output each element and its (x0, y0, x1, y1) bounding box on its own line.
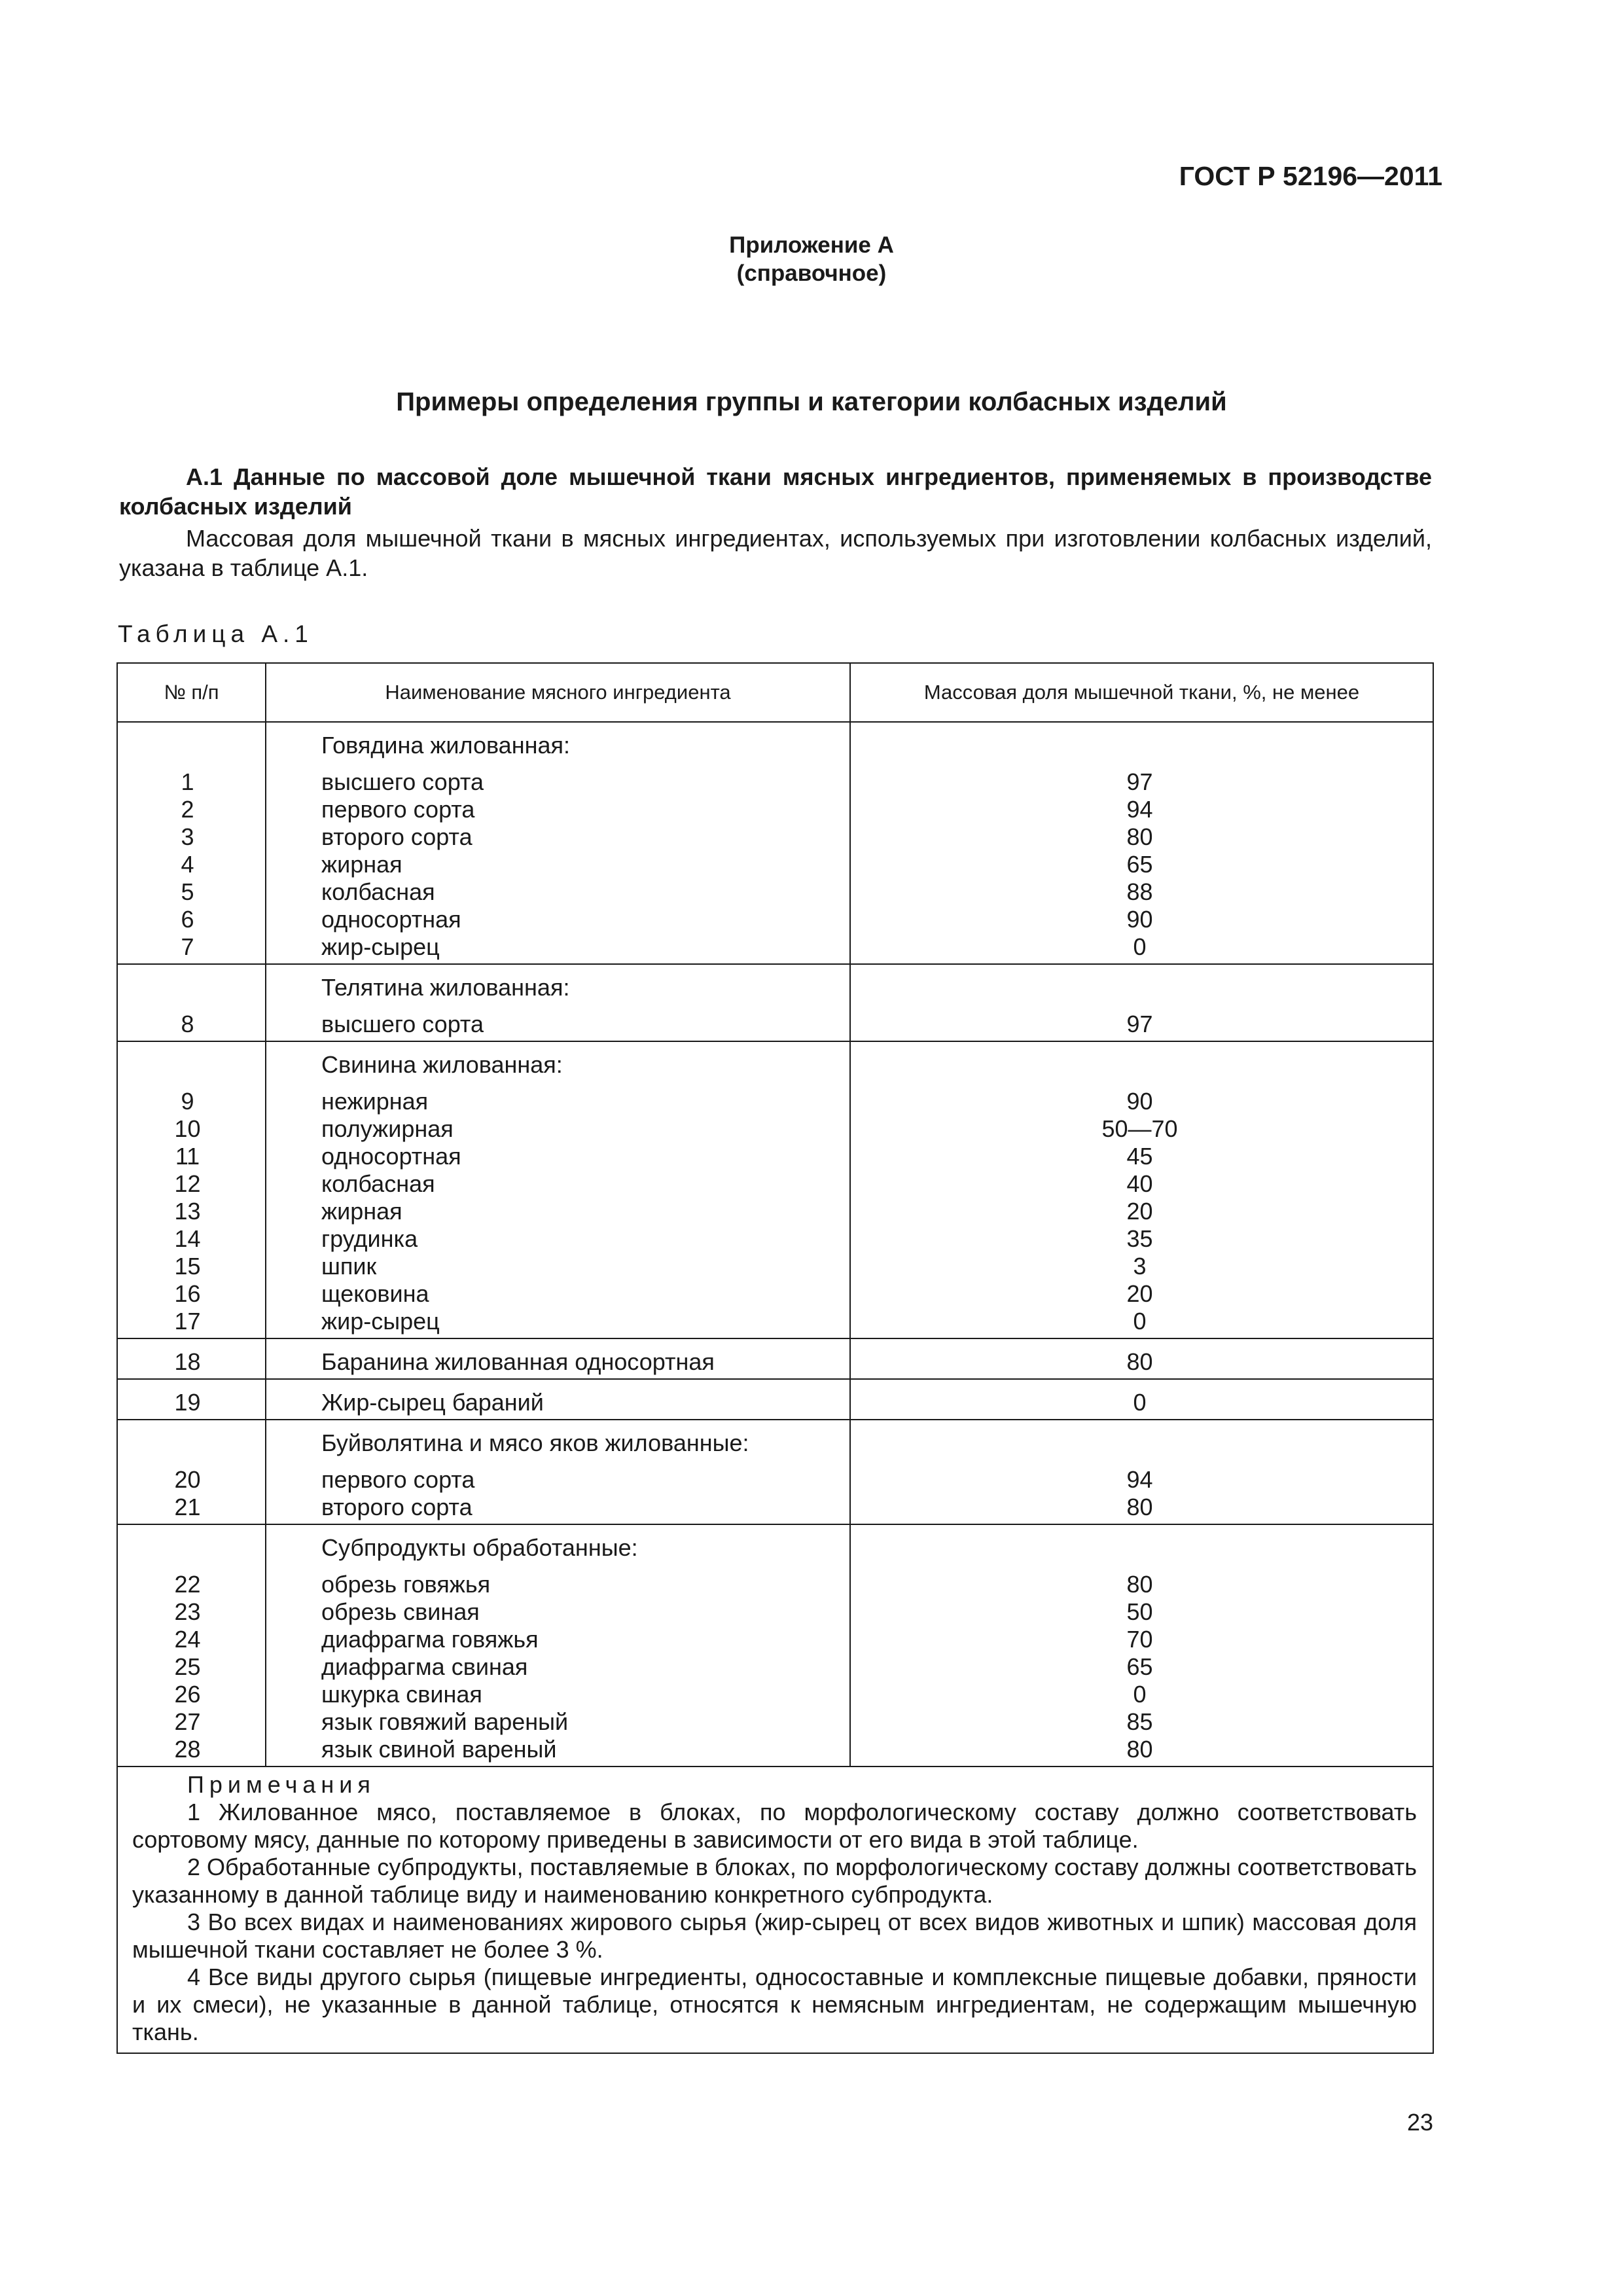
section-title: А.1 Данные по массовой доле мышечной ткани мясных ингредиентов, применяемых в производстве колбасных изделий (119, 463, 1432, 520)
muscle-share-cell (850, 964, 1433, 1041)
muscle-share-value: 70 (1126, 1626, 1153, 1653)
note-2: 2 Обработанные субпродукты, поставляемые в блоках, по морфологическому составу должны соответствовать указанному в данной таблице виду и наименованию конкретного субпродукта. (132, 1854, 1417, 1908)
row-number: 11 (175, 1143, 200, 1170)
spacer (118, 1429, 265, 1457)
spacer (118, 732, 265, 759)
header-ingredient: Наименование мясного ингредиента (266, 663, 850, 722)
ingredient-name: нежирная (321, 1088, 429, 1115)
spacer (851, 759, 1433, 768)
ingredient-name: первого сорта (321, 1466, 475, 1493)
row-number: 13 (174, 1198, 201, 1225)
muscle-share-value: 3 (1133, 1253, 1147, 1280)
group-title: Буйволятина и мясо яков жилованные: (321, 1429, 749, 1456)
row-number-cell (117, 1524, 266, 1767)
row-number: 14 (174, 1225, 201, 1252)
muscle-share-value: 80 (1126, 1571, 1153, 1598)
muscle-share-cell (850, 1379, 1433, 1420)
note-1: 1 Жилованное мясо, поставляемое в блоках, по морфологическому составу должно соответствовать сортовому мясу, данные по которому приведены в зависимости от его вида в этой таблице. (132, 1799, 1417, 1853)
header-muscle-share: Массовая доля мышечной ткани, %, не менее (850, 663, 1433, 722)
spacer (851, 1562, 1433, 1571)
ingredient-name: высшего сорта (321, 1011, 484, 1037)
header-number: № п/п (117, 663, 266, 722)
row-number: 5 (181, 878, 194, 905)
ingredient-name: обрезь свиная (321, 1598, 480, 1625)
muscle-share-cell (850, 1420, 1433, 1524)
ingredient-name: второго сорта (321, 823, 473, 850)
ingredient-name-cell (266, 964, 850, 1041)
row-number: 7 (181, 933, 194, 960)
muscle-share-value: 20 (1126, 1280, 1153, 1307)
spacer (118, 759, 265, 768)
muscle-share-value: 35 (1126, 1225, 1153, 1252)
ingredients-table (116, 662, 1434, 2054)
spacer (266, 1079, 849, 1088)
row-number: 4 (181, 851, 194, 878)
muscle-share-value: 80 (1126, 823, 1153, 850)
spacer (118, 1079, 265, 1088)
muscle-share-value: 90 (1126, 906, 1153, 933)
table-notes (117, 1767, 1433, 2053)
ingredient-name: шкурка свиная (321, 1681, 482, 1708)
table-header-row (117, 663, 1433, 722)
table-body (117, 722, 1433, 1767)
spacer (851, 1457, 1433, 1466)
spacer (851, 1051, 1433, 1079)
muscle-share-value: 65 (1126, 851, 1153, 878)
row-number: 16 (174, 1280, 201, 1307)
muscle-share-value: 85 (1126, 1708, 1153, 1735)
row-number: 24 (174, 1626, 201, 1653)
ingredient-name: щековина (321, 1280, 429, 1307)
muscle-share-value: 0 (1133, 1389, 1147, 1416)
ingredient-name-cell (266, 1420, 850, 1524)
note-3: 3 Во всех видах и наименованиях жирового сырья (жир-сырец от всех видов животных и шпик) массовая доля мышечной ткани составляет не более 3 %. (132, 1909, 1417, 1963)
row-number: 10 (174, 1115, 201, 1142)
ingredient-name: жирная (321, 1198, 402, 1225)
muscle-share-value: 94 (1126, 1466, 1153, 1493)
muscle-share-value: 0 (1133, 1308, 1147, 1335)
ingredient-name-cell (266, 1041, 850, 1338)
muscle-share-value: 20 (1126, 1198, 1153, 1225)
notes-heading: Примечания (187, 1771, 376, 1798)
table-group-row (117, 722, 1433, 964)
row-number: 8 (181, 1011, 194, 1037)
row-number: 23 (174, 1598, 201, 1625)
spacer (118, 1534, 265, 1562)
muscle-share-value: 40 (1126, 1170, 1153, 1197)
group-title: Телятина жилованная: (321, 974, 570, 1001)
row-number-cell (117, 1420, 266, 1524)
muscle-share-value: 45 (1126, 1143, 1153, 1170)
ingredient-name: шпик (321, 1253, 377, 1280)
row-number: 21 (174, 1494, 201, 1520)
ingredient-name: колбасная (321, 1170, 435, 1197)
table-group-row (117, 1379, 1433, 1420)
ingredient-name: второго сорта (321, 1494, 473, 1520)
ingredient-name: обрезь говяжья (321, 1571, 491, 1598)
spacer (851, 1534, 1433, 1562)
spacer (118, 1001, 265, 1011)
spacer (851, 974, 1433, 1001)
spacer (118, 1562, 265, 1571)
group-title: Субпродукты обработанные: (321, 1534, 638, 1561)
notes-row (117, 1767, 1433, 2053)
row-number-cell (117, 964, 266, 1041)
spacer (266, 1001, 849, 1011)
row-number: 3 (181, 823, 194, 850)
ingredient-name: язык свиной вареный (321, 1736, 557, 1763)
ingredient-name-cell (266, 1338, 850, 1379)
spacer (851, 1001, 1433, 1011)
row-number-cell (117, 722, 266, 964)
ingredient-name: грудинка (321, 1225, 418, 1252)
spacer (851, 1429, 1433, 1457)
ingredient-name: Баранина жилованная односортная (321, 1348, 715, 1375)
page-number: 23 (1406, 2109, 1433, 2136)
row-number-cell (117, 1379, 266, 1420)
muscle-share-value: 0 (1133, 933, 1147, 960)
row-number: 27 (174, 1708, 201, 1735)
row-number: 9 (181, 1088, 194, 1115)
muscle-share-value: 80 (1126, 1348, 1153, 1375)
spacer (266, 1562, 849, 1571)
row-number-cell (117, 1338, 266, 1379)
table-group-row (117, 1524, 1433, 1767)
row-number: 2 (181, 796, 194, 823)
spacer (118, 974, 265, 1001)
muscle-share-value: 97 (1126, 1011, 1153, 1037)
spacer (118, 1051, 265, 1079)
ingredient-name: жирная (321, 851, 402, 878)
annex-subtitle: (справочное) (736, 260, 887, 286)
spacer (118, 1457, 265, 1466)
table-group-row (117, 1338, 1433, 1379)
muscle-share-value: 50 (1126, 1598, 1153, 1625)
ingredient-name: диафрагма говяжья (321, 1626, 539, 1653)
ingredient-name: язык говяжий вареный (321, 1708, 569, 1735)
annex-title: Приложение А (729, 232, 894, 258)
row-number: 17 (174, 1308, 201, 1335)
row-number-cell (117, 1041, 266, 1338)
ingredient-name-cell (266, 1379, 850, 1420)
muscle-share-value: 90 (1126, 1088, 1153, 1115)
ingredient-name: диафрагма свиная (321, 1653, 528, 1680)
spacer (266, 1457, 849, 1466)
spacer (851, 1079, 1433, 1088)
muscle-share-value: 97 (1126, 768, 1153, 795)
standard-number: ГОСТ Р 52196—2011 (1179, 161, 1442, 191)
muscle-share-cell (850, 722, 1433, 964)
ingredient-name: колбасная (321, 878, 435, 905)
row-number: 12 (174, 1170, 201, 1197)
muscle-share-value: 94 (1126, 796, 1153, 823)
muscle-share-value: 65 (1126, 1653, 1153, 1680)
row-number: 26 (174, 1681, 201, 1708)
ingredient-name: жир-сырец (321, 933, 440, 960)
note-4: 4 Все виды другого сырья (пищевые ингредиенты, односоставные и комплексные пищевые добавки, пряности и их смеси), не указанные в данной таблице, относятся к немясным ингредиентам, не содержащим мышечную ткань. (132, 1964, 1417, 2045)
muscle-share-value: 0 (1133, 1681, 1147, 1708)
ingredient-name-cell (266, 722, 850, 964)
spacer (851, 732, 1433, 759)
row-number: 25 (174, 1653, 201, 1680)
muscle-share-cell (850, 1338, 1433, 1379)
table-caption: Таблица А.1 (118, 620, 313, 647)
section-body: Массовая доля мышечной ткани в мясных ингредиентах, используемых при изготовлении колбасных изделий, указана в таблице А.1. (119, 525, 1432, 581)
row-number: 18 (174, 1348, 201, 1375)
ingredient-name: односортная (321, 906, 461, 933)
ingredient-name: полужирная (321, 1115, 454, 1142)
row-number: 15 (174, 1253, 201, 1280)
ingredient-name: высшего сорта (321, 768, 484, 795)
ingredient-name: жир-сырец (321, 1308, 440, 1335)
muscle-share-value: 80 (1126, 1494, 1153, 1520)
muscle-share-cell (850, 1041, 1433, 1338)
group-title: Говядина жилованная: (321, 732, 570, 759)
muscle-share-value: 50—70 (1101, 1115, 1178, 1142)
ingredient-name-cell (266, 1524, 850, 1767)
ingredient-name: Жир-сырец бараний (321, 1389, 544, 1416)
ingredient-name: односортная (321, 1143, 461, 1170)
row-number: 6 (181, 906, 194, 933)
row-number: 28 (174, 1736, 201, 1763)
table-group-row (117, 1041, 1433, 1338)
table-group-row (117, 1420, 1433, 1524)
row-number: 20 (174, 1466, 201, 1493)
group-title: Свинина жилованная: (321, 1051, 563, 1078)
muscle-share-value: 88 (1126, 878, 1153, 905)
row-number: 19 (174, 1389, 201, 1416)
spacer (266, 759, 849, 768)
row-number: 22 (174, 1571, 201, 1598)
muscle-share-cell (850, 1524, 1433, 1767)
ingredient-name: первого сорта (321, 796, 475, 823)
table-group-row (117, 964, 1433, 1041)
muscle-share-value: 80 (1126, 1736, 1153, 1763)
row-number: 1 (181, 768, 194, 795)
annex-heading: Примеры определения группы и категории колбасных изделий (396, 387, 1227, 416)
